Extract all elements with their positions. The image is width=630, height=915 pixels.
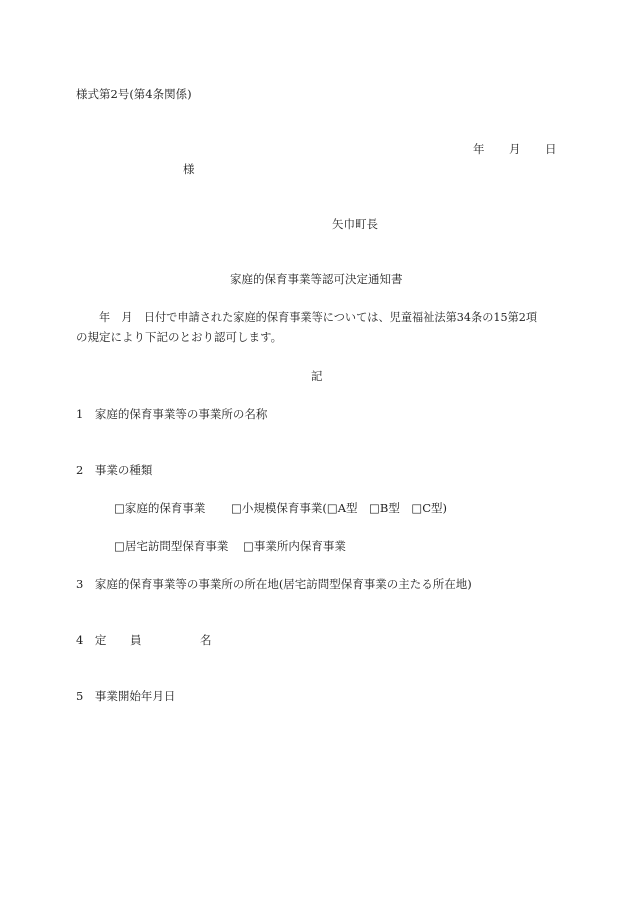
ki-heading: 記	[311, 369, 323, 383]
item-5-start-date: 5 事業開始年月日	[76, 689, 176, 703]
checkbox-katei-hoiku: □家庭的保育事業	[114, 501, 206, 515]
date-month: 月	[509, 142, 521, 156]
document-title: 家庭的保育事業等認可決定通知書	[230, 272, 403, 286]
body-text-line1: 年 月 日付で申請された家庭的保育事業等については、児童福祉法第34条の15第2項	[99, 311, 538, 324]
checkbox-shokibo-hoiku: □小規模保育事業(□A型 □B型 □C型)	[231, 501, 447, 515]
item-3-facility-location: 3 家庭的保育事業等の事業所の所在地(居宅訪問型保育事業の主たる所在地)	[76, 577, 472, 591]
item-4-unit: 名	[200, 633, 212, 647]
issuer-name: 矢巾町長	[332, 217, 378, 231]
date-year: 年	[473, 142, 485, 156]
item-4-label-mid: 員	[130, 633, 142, 647]
date-day: 日	[545, 142, 557, 156]
item-1-facility-name: 1 家庭的保育事業等の事業所の名称	[76, 407, 268, 421]
checkbox-jigyousho-nai: □事業所内保育事業	[243, 539, 346, 553]
recipient-honorific: 様	[183, 162, 195, 176]
item-2-business-type: 2 事業の種類	[76, 463, 153, 477]
body-text-line2: の規定により下記のとおり認可します。	[76, 330, 283, 344]
checkbox-kyotaku-houmon: □居宅訪問型保育事業	[114, 539, 229, 553]
form-number: 様式第2号(第4条関係)	[76, 87, 192, 101]
item-4-label-start: 4 定	[76, 633, 107, 647]
